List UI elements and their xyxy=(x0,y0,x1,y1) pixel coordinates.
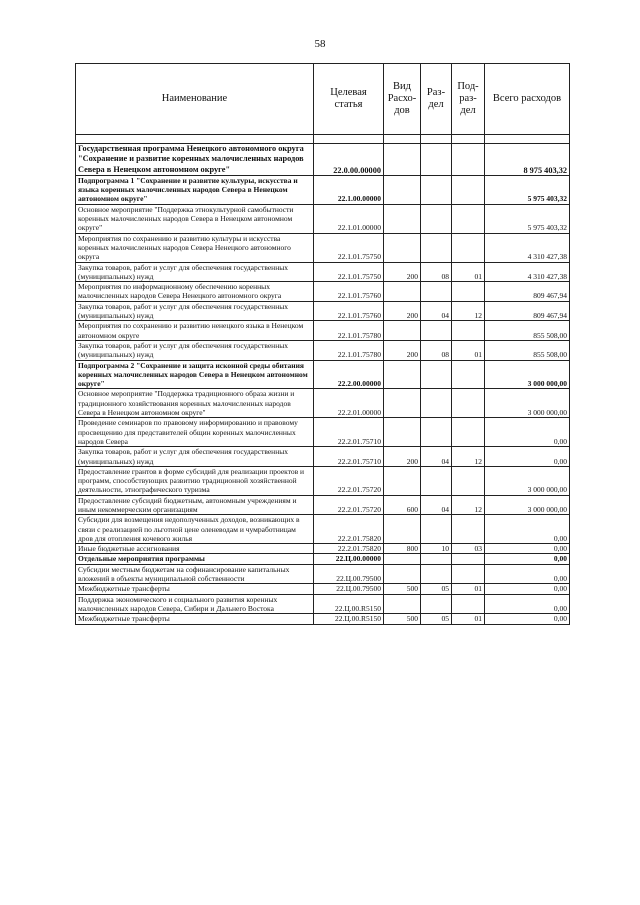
row-name: Предоставление грантов в форме субсидий для реализации проектов и программ, способствующих развитию традиционной хозяйственной деятельности, этнографического туризма xyxy=(76,466,314,495)
table-row xyxy=(76,321,570,341)
row-code: 22.2.00.00000 xyxy=(314,360,384,389)
row-name: Подпрограмма 2 "Сохранение и защита исконной среды обитания коренных малочисленных народов Севера в Ненецком автономном округе" xyxy=(76,360,314,389)
row-name: Мероприятия по сохранению и развитию культуры и искусства коренных малочисленных народов Севера Ненецкого автономного округа xyxy=(76,233,314,262)
header-name: Наименование xyxy=(76,64,314,135)
table-row xyxy=(76,262,570,282)
row-podrazdel xyxy=(452,175,485,204)
row-vid: 500 xyxy=(384,614,421,624)
row-razdel xyxy=(421,282,452,302)
row-podrazdel: 12 xyxy=(452,447,485,467)
row-vid: 200 xyxy=(384,262,421,282)
page-number: 58 xyxy=(314,38,326,50)
row-code: 22.1.01.75760 xyxy=(314,301,384,321)
row-podrazdel: 01 xyxy=(452,614,485,624)
row-vid xyxy=(384,554,421,564)
row-code: 22.1.01.00000 xyxy=(314,204,384,233)
row-vid xyxy=(384,418,421,447)
row-total: 809 467,94 xyxy=(485,282,570,302)
row-total: 0,00 xyxy=(485,594,570,614)
row-razdel: 04 xyxy=(421,447,452,467)
row-vid xyxy=(384,466,421,495)
row-razdel: 05 xyxy=(421,584,452,594)
row-name: Мероприятия по информационному обеспечению коренных малочисленных народов Севера Ненецкого автономного округа xyxy=(76,282,314,302)
row-code: 22.0.00.00000 xyxy=(314,144,384,176)
row-podrazdel: 01 xyxy=(452,340,485,360)
row-razdel xyxy=(421,144,452,176)
budget-table xyxy=(75,63,570,625)
row-code: 22.Ц.00.00000 xyxy=(314,554,384,564)
row-name: Основное мероприятие "Поддержка этнокультурной самобытности коренных малочисленных народов Севера в Ненецком автономном округе" xyxy=(76,204,314,233)
table-row xyxy=(76,554,570,564)
row-code: 22.2.01.75820 xyxy=(314,544,384,554)
table-row xyxy=(76,360,570,389)
row-razdel xyxy=(421,554,452,564)
row-total: 0,00 xyxy=(485,554,570,564)
row-total: 0,00 xyxy=(485,447,570,467)
row-total: 4 310 427,38 xyxy=(485,233,570,262)
row-name: Проведение семинаров по правовому информированию и правовому просвещению для представителей общин коренных малочисленных народов Севера xyxy=(76,418,314,447)
row-vid xyxy=(384,282,421,302)
row-vid xyxy=(384,175,421,204)
header-code: Целевая статья xyxy=(314,64,384,135)
row-podrazdel xyxy=(452,515,485,544)
row-code: 22.1.01.75780 xyxy=(314,321,384,341)
row-razdel: 04 xyxy=(421,301,452,321)
table-row xyxy=(76,544,570,554)
row-code: 22.1.00.00000 xyxy=(314,175,384,204)
row-code: 22.Ц.00.R5150 xyxy=(314,614,384,624)
row-name: Закупка товаров, работ и услуг для обеспечения государственных (муниципальных) нужд xyxy=(76,447,314,467)
row-name: Субсидии местным бюджетам на софинансирование капитальных вложений в объекты муниципальной собственности xyxy=(76,564,314,584)
row-vid xyxy=(384,360,421,389)
table-row xyxy=(76,466,570,495)
row-vid xyxy=(384,321,421,341)
row-podrazdel xyxy=(452,594,485,614)
row-razdel: 08 xyxy=(421,262,452,282)
row-razdel xyxy=(421,466,452,495)
row-vid xyxy=(384,233,421,262)
row-name: Межбюджетные трансферты xyxy=(76,584,314,594)
row-total: 3 000 000,00 xyxy=(485,495,570,515)
row-total: 8 975 403,32 xyxy=(485,144,570,176)
row-podrazdel: 01 xyxy=(452,584,485,594)
row-name: Предоставление субсидий бюджетным, автономным учреждениям и иным некоммерческим организациям xyxy=(76,495,314,515)
table-row xyxy=(76,584,570,594)
row-vid: 200 xyxy=(384,301,421,321)
row-name: Государственная программа Ненецкого автономного округа "Сохранение и развитие коренных малочисленных народов Севера в Ненецком автономном округе" xyxy=(76,144,314,176)
row-podrazdel xyxy=(452,554,485,564)
row-vid xyxy=(384,144,421,176)
row-vid: 500 xyxy=(384,584,421,594)
row-vid: 600 xyxy=(384,495,421,515)
row-code: 22.2.01.75720 xyxy=(314,495,384,515)
row-podrazdel xyxy=(452,360,485,389)
header-podrazdel: Под- раз- дел xyxy=(452,64,485,135)
row-name: Отдельные мероприятия программы xyxy=(76,554,314,564)
row-razdel xyxy=(421,515,452,544)
row-total: 0,00 xyxy=(485,544,570,554)
row-total: 809 467,94 xyxy=(485,301,570,321)
row-razdel xyxy=(421,175,452,204)
row-code: 22.Ц.00.79500 xyxy=(314,564,384,584)
row-total: 5 975 403,32 xyxy=(485,204,570,233)
row-podrazdel xyxy=(452,321,485,341)
row-podrazdel xyxy=(452,389,485,418)
table-row xyxy=(76,340,570,360)
row-code: 22.2.01.75710 xyxy=(314,418,384,447)
header-vid: Вид Расхо- дов xyxy=(384,64,421,135)
spacer-cell xyxy=(452,135,485,144)
row-razdel: 08 xyxy=(421,340,452,360)
row-total: 855 508,00 xyxy=(485,340,570,360)
row-razdel: 05 xyxy=(421,614,452,624)
row-podrazdel xyxy=(452,282,485,302)
row-name: Закупка товаров, работ и услуг для обеспечения государственных (муниципальных) нужд xyxy=(76,340,314,360)
row-name: Подпрограмма 1 "Сохранение и развитие культуры, искусства и языка коренных малочисленных народов Севера в Ненецком автономном округе" xyxy=(76,175,314,204)
row-name: Межбюджетные трансферты xyxy=(76,614,314,624)
row-name: Иные бюджетные ассигнования xyxy=(76,544,314,554)
row-podrazdel xyxy=(452,144,485,176)
row-total: 855 508,00 xyxy=(485,321,570,341)
row-vid xyxy=(384,204,421,233)
header-total: Всего расходов xyxy=(485,64,570,135)
row-total: 0,00 xyxy=(485,564,570,584)
row-vid xyxy=(384,594,421,614)
row-code: 22.1.01.75750 xyxy=(314,262,384,282)
table-row xyxy=(76,495,570,515)
table-row xyxy=(76,594,570,614)
row-code: 22.2.01.75710 xyxy=(314,447,384,467)
row-podrazdel: 12 xyxy=(452,495,485,515)
table-header-row xyxy=(76,64,570,135)
row-razdel: 10 xyxy=(421,544,452,554)
row-code: 22.1.01.75760 xyxy=(314,282,384,302)
row-code: 22.2.01.75720 xyxy=(314,466,384,495)
header-spacer-row xyxy=(76,135,570,144)
row-podrazdel xyxy=(452,204,485,233)
row-podrazdel xyxy=(452,418,485,447)
table-row xyxy=(76,614,570,624)
table-row xyxy=(76,175,570,204)
row-razdel xyxy=(421,418,452,447)
row-podrazdel xyxy=(452,466,485,495)
spacer-cell xyxy=(485,135,570,144)
table-row xyxy=(76,515,570,544)
row-name: Поддержка экономического и социального развития коренных малочисленных народов Севера, Сибири и Дальнего Востока xyxy=(76,594,314,614)
row-vid: 200 xyxy=(384,340,421,360)
row-code: 22.1.01.75780 xyxy=(314,340,384,360)
row-total: 5 975 403,32 xyxy=(485,175,570,204)
row-code: 22.Ц.00.79500 xyxy=(314,584,384,594)
table-row xyxy=(76,282,570,302)
row-name: Мероприятия по сохранению и развитию ненецкого языка в Ненецком автономном округе xyxy=(76,321,314,341)
row-code: 22.1.01.75750 xyxy=(314,233,384,262)
row-razdel xyxy=(421,389,452,418)
spacer-cell xyxy=(384,135,421,144)
row-code: 22.2.01.75820 xyxy=(314,515,384,544)
row-razdel xyxy=(421,564,452,584)
row-podrazdel: 01 xyxy=(452,262,485,282)
table-row xyxy=(76,204,570,233)
spacer-cell xyxy=(314,135,384,144)
row-total: 0,00 xyxy=(485,515,570,544)
row-total: 3 000 000,00 xyxy=(485,466,570,495)
table-row xyxy=(76,564,570,584)
row-total: 0,00 xyxy=(485,418,570,447)
table-row xyxy=(76,144,570,176)
row-code: 22.Ц.00.R5150 xyxy=(314,594,384,614)
row-name: Субсидии для возмещения недополученных доходов, возникающих в связи с реализацией по льготной цене оленеводам и чумработницам дров для отопления кочевого жилья xyxy=(76,515,314,544)
row-total: 0,00 xyxy=(485,614,570,624)
row-podrazdel: 03 xyxy=(452,544,485,554)
row-name: Основное мероприятие "Поддержка традиционного образа жизни и традиционного хозяйствования коренных малочисленных народов Севера в Ненецком автономном округе" xyxy=(76,389,314,418)
row-code: 22.2.01.00000 xyxy=(314,389,384,418)
row-total: 3 000 000,00 xyxy=(485,360,570,389)
row-vid: 200 xyxy=(384,447,421,467)
spacer-cell xyxy=(76,135,314,144)
table-row xyxy=(76,447,570,467)
table-row xyxy=(76,301,570,321)
row-podrazdel: 12 xyxy=(452,301,485,321)
row-name: Закупка товаров, работ и услуг для обеспечения государственных (муниципальных) нужд xyxy=(76,301,314,321)
row-razdel xyxy=(421,594,452,614)
row-vid xyxy=(384,389,421,418)
row-total: 4 310 427,38 xyxy=(485,262,570,282)
row-vid: 800 xyxy=(384,544,421,554)
row-total: 3 000 000,00 xyxy=(485,389,570,418)
row-razdel xyxy=(421,233,452,262)
row-razdel xyxy=(421,360,452,389)
spacer-cell xyxy=(421,135,452,144)
row-razdel xyxy=(421,321,452,341)
table-row xyxy=(76,418,570,447)
row-podrazdel xyxy=(452,233,485,262)
header-razdel: Раз- дел xyxy=(421,64,452,135)
row-vid xyxy=(384,515,421,544)
row-name: Закупка товаров, работ и услуг для обеспечения государственных (муниципальных) нужд xyxy=(76,262,314,282)
row-total: 0,00 xyxy=(485,584,570,594)
row-razdel xyxy=(421,204,452,233)
row-podrazdel xyxy=(452,564,485,584)
row-vid xyxy=(384,564,421,584)
row-razdel: 04 xyxy=(421,495,452,515)
table-row xyxy=(76,389,570,418)
table-row xyxy=(76,233,570,262)
